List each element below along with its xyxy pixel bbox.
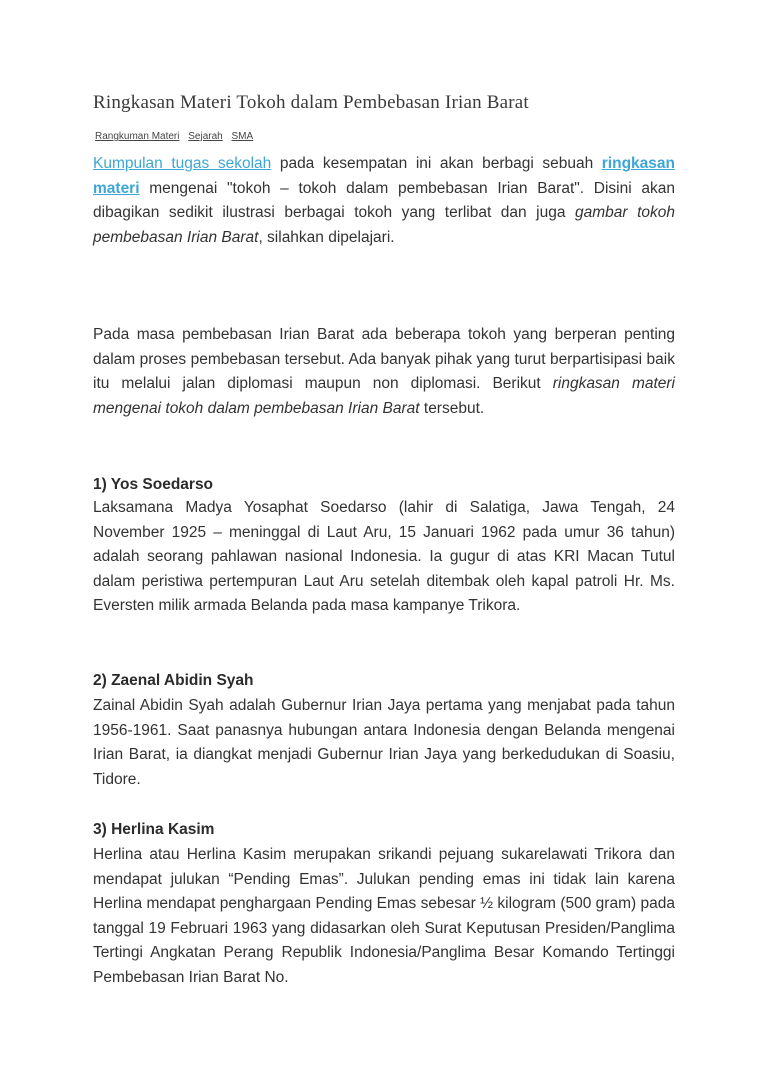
tag-sma[interactable]: SMA — [231, 131, 254, 142]
section-heading-yos-soedarso: 1) Yos Soedarso — [93, 476, 214, 493]
intro-paragraph — [93, 152, 675, 250]
intro-text-1: pada kesempatan ini akan berbagi sebuah — [271, 155, 602, 172]
section-heading-zaenal-abidin-syah: 2) Zaenal Abidin Syah — [93, 672, 254, 689]
section-body-yos-soedarso: Laksamana Madya Yosaphat Soedarso (lahir di Salatiga, Jawa Tengah, 24 November 1925 – meninggal di Laut Aru, 15 Januari 1962 pada umur 36 tahun) adalah seorang pahlawan nasional Indonesia. Ia gugur di atas KRI Macan Tutul dalam peristiwa pertempuran Laut Aru setelah ditembak oleh kapal patroli Hr. Ms. Eversten milik armada Belanda pada masa kampanye Trikora. — [93, 499, 675, 614]
kumpulan-tugas-link[interactable]: Kumpulan tugas sekolah — [93, 155, 272, 172]
intro-text-3: , silahkan dipelajari. — [258, 228, 395, 246]
page-title: Ringkasan Materi Tokoh dalam Pembebasan Irian Barat — [93, 92, 529, 113]
overview-text-2: tersebut. — [419, 399, 485, 417]
intro-italic: gambar tokoh pembebasan Irian Barat — [93, 204, 676, 246]
section-heading-herlina-kasim: 3) Herlina Kasim — [93, 821, 215, 838]
section-body-zaenal-abidin-syah: Zainal Abidin Syah adalah Gubernur Irian Jaya pertama yang menjabat pada tahun 1956-1961. Saat panasnya hubungan antara Indonesia dengan Belanda mengenai Irian Barat, ia diangkat menjadi Gubernur Irian Jaya yang berkedudukan di Soasiu, Tidore. — [93, 697, 675, 788]
overview-paragraph — [93, 323, 675, 421]
tag-sejarah[interactable]: Sejarah — [188, 131, 223, 142]
tag-list — [95, 131, 259, 142]
ringkasan-materi-link[interactable]: ringkasan materi — [93, 155, 675, 197]
section-body-herlina-kasim: Herlina atau Herlina Kasim merupakan srikandi pejuang sukarelawati Trikora dan mendapat julukan “Pending Emas”. Julukan pending emas ini tidak lain karena Herlina mendapat penghargaan Pending Emas sebesar ½ kilogram (500 gram) pada tanggal 19 Februari 1963 yang didasarkan oleh Surat Keputusan Presiden/Panglima Tertingi Angkatan Perang Republik Indonesia/Panglima Besar Komando Tertinggi Pembebasan Irian Barat No. — [93, 846, 675, 986]
overview-text-1: Pada masa pembebasan Irian Barat ada beberapa tokoh yang berperan penting dalam proses pembebasan tersebut. Ada banyak pihak yang turut berpartisipasi baik itu melalui jalan diplomasi maupun non diplomasi. Berikut — [93, 326, 675, 392]
tag-rangkuman-materi[interactable]: Rangkuman Materi — [95, 131, 180, 142]
intro-text-2: mengenai "tokoh – tokoh dalam pembebasan Irian Barat". Disini akan dibagikan sedikit ilustrasi berbagai tokoh yang terlibat dan juga — [93, 179, 675, 221]
overview-italic: ringkasan materi mengenai tokoh dalam pembebasan Irian Barat — [93, 375, 676, 417]
